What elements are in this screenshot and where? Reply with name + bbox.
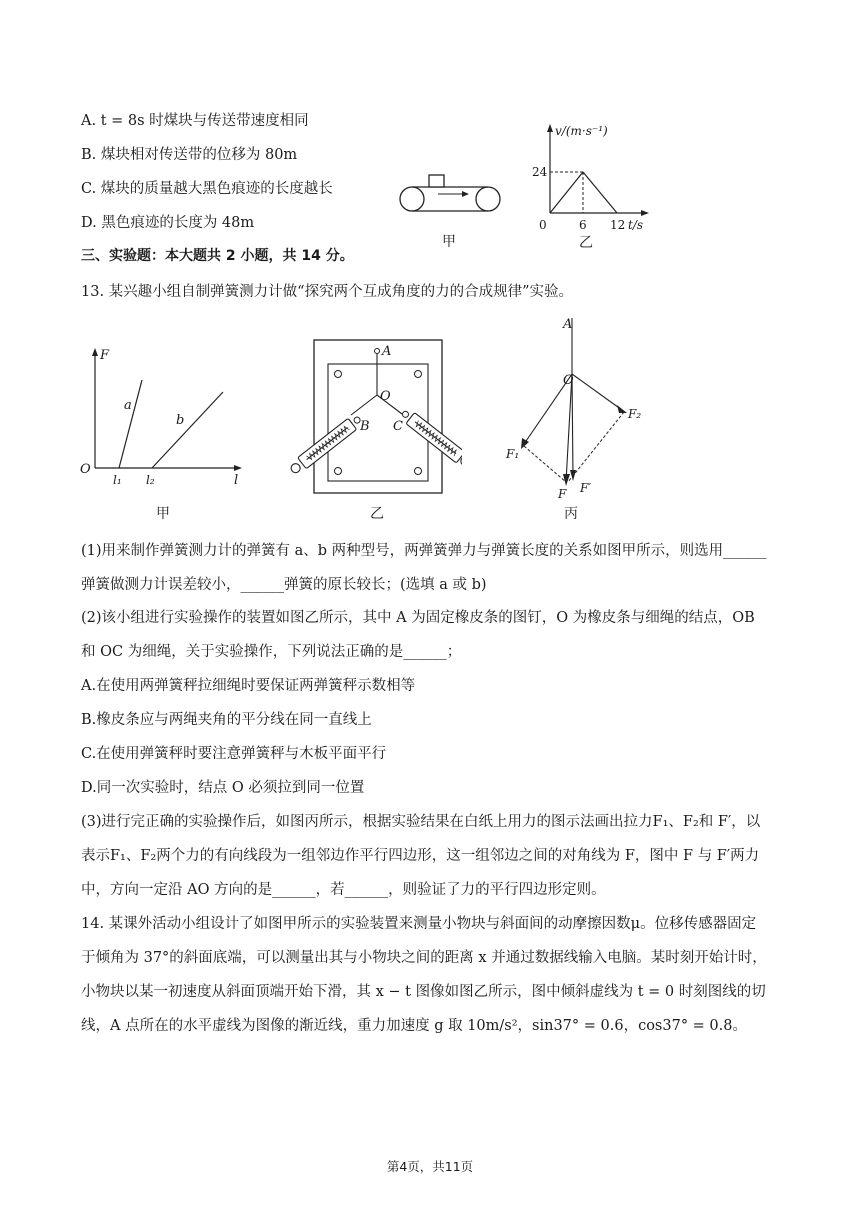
q14-line4: 线，A 点所在的水平虚线为图像的渐近线，重力加速度 g 取 10m/s²，sin37° = 0.6，cos37° = 0.8。 xyxy=(81,1018,747,1034)
q13-part3-line3: 中，方向一定沿 AO 方向的是______，若______，则验证了力的平行四边形定则。 xyxy=(81,882,606,898)
vt-xtick-0: 0 xyxy=(539,218,547,232)
apparatus-label-c: C xyxy=(393,419,403,434)
vt-xlabel: t/s xyxy=(628,218,644,232)
apparatus-label-a: A xyxy=(382,344,392,359)
q14-line1: 14. 某课外活动小组设计了如图甲所示的实验装置来测量小物块与斜面间的动摩擦因数μ。位移传感器固定 xyxy=(81,916,757,932)
section-3-heading: 三、实验题：本大题共 2 小题，共 14 分。 xyxy=(81,248,354,264)
q13-fig-yi-caption: 乙 xyxy=(370,506,384,522)
q12-fig-jia-caption: 甲 xyxy=(442,234,456,250)
q12-option-d: D. 黑色痕迹的长度为 48m xyxy=(81,215,255,231)
q14-line3: 小物块以某一初速度从斜面顶端开始下滑，其 x − t 图像如图乙所示，图中倾斜虚线为 t = 0 时刻图线的切 xyxy=(81,984,766,1000)
q12-option-c: C. 煤块的质量越大黑色痕迹的长度越长 xyxy=(81,181,333,197)
force-f2 xyxy=(572,374,622,410)
vt-ylabel: v/(m·s⁻¹) xyxy=(555,124,608,138)
vt-xtick-12: 12 xyxy=(610,218,626,232)
fl-label-b: b xyxy=(176,413,185,428)
q13-part2-line1: (2)该小组进行实验操作的装置如图乙所示，其中 A 为固定橡皮条的图钉，O 为橡皮条与细绳的结点，OB xyxy=(81,610,755,626)
fl-tick-l1: l₁ xyxy=(113,473,122,487)
bing-label-a: A xyxy=(563,317,573,332)
vt-xtick-6: 6 xyxy=(579,218,587,232)
bing-label-o: O xyxy=(563,373,574,388)
spring-line-a xyxy=(119,380,142,468)
q13-figure-bing xyxy=(500,312,660,524)
spring-line-b xyxy=(152,392,223,468)
q13-part1-line2: 弹簧做测力计误差较小，______弹簧的原长较长；(选填 a 或 b) xyxy=(81,577,487,593)
q13-fig-bing-caption: 丙 xyxy=(564,506,578,522)
q12-option-a: A. t = 8s 时煤块与传送带速度相同 xyxy=(81,113,309,129)
fl-origin: O xyxy=(80,462,91,477)
bing-label-f2: F₂ xyxy=(628,407,642,421)
q13-part1-line1: (1)用来制作弹簧测力计的弹簧有 a、b 两种型号，两弹簧弹力与弹簧长度的关系如图甲所示，则选用______ xyxy=(81,543,767,559)
q12-figure-jia xyxy=(392,166,510,256)
q14-line2: 于倾角为 37°的斜面底端，可以测量出其与小物块之间的距离 x 并通过数据线输入电脑。某时刻开始计时， xyxy=(81,950,767,966)
q13-part3-line1: (3)进行完正确的实验操作后，如图丙所示，根据实验结果在白纸上用力的图示法画出拉力F₁、F₂和 F′，以 xyxy=(81,814,761,830)
q13-option-c: C.在使用弹簧秤时要注意弹簧秤与木板平面平行 xyxy=(81,746,387,762)
q13-part3-line2: 表示F₁、F₂两个力的有向线段为一组邻边作平行四边形，这一组邻边之间的对角线为 F，图中 F 与 F′两力 xyxy=(81,848,760,864)
q12-option-b: B. 煤块相对传送带的位移为 80m xyxy=(81,147,298,163)
q13-figure-jia xyxy=(78,342,258,524)
q12-fig-yi-caption: 乙 xyxy=(579,235,593,251)
apparatus-label-b: B xyxy=(360,419,370,434)
q13-option-a: A.在使用两弹簧秤拉细绳时要保证两弹簧秤示数相等 xyxy=(81,678,416,694)
q13-option-b: B.橡皮条应与两绳夹角的平分线在同一直线上 xyxy=(81,712,372,728)
fl-tick-l2: l₂ xyxy=(146,473,155,487)
fl-xlabel: l xyxy=(234,473,239,488)
q13-stem: 13. 某兴趣小组自制弹簧测力计做“探究两个互成角度的力的合成规律”实验。 xyxy=(81,284,573,300)
bing-label-f: F xyxy=(558,487,567,501)
spring-balance-left xyxy=(288,413,364,477)
vt-line-down xyxy=(583,172,617,213)
vt-line-up xyxy=(550,172,583,213)
bing-label-f1: F₁ xyxy=(506,447,520,461)
bing-label-fp: F′ xyxy=(580,481,592,495)
fl-ylabel: F xyxy=(100,348,110,363)
apparatus-label-o: O xyxy=(380,389,391,404)
q13-part2-line2: 和 OC 为细绳，关于实验操作，下列说法正确的是______； xyxy=(81,644,462,660)
page-footer: 第4页，共11页 xyxy=(386,1159,474,1174)
q13-option-d: D.同一次实验时，结点 O 必须拉到同一位置 xyxy=(81,780,365,796)
q13-fig-jia-caption: 甲 xyxy=(156,506,170,522)
q13-figure-yi xyxy=(282,338,462,524)
fl-label-a: a xyxy=(124,398,132,413)
vt-ytick-24: 24 xyxy=(532,165,548,179)
force-f xyxy=(566,374,572,482)
q12-figure-yi xyxy=(525,118,665,254)
force-fp xyxy=(572,374,573,478)
spring-balance-right xyxy=(399,407,462,469)
